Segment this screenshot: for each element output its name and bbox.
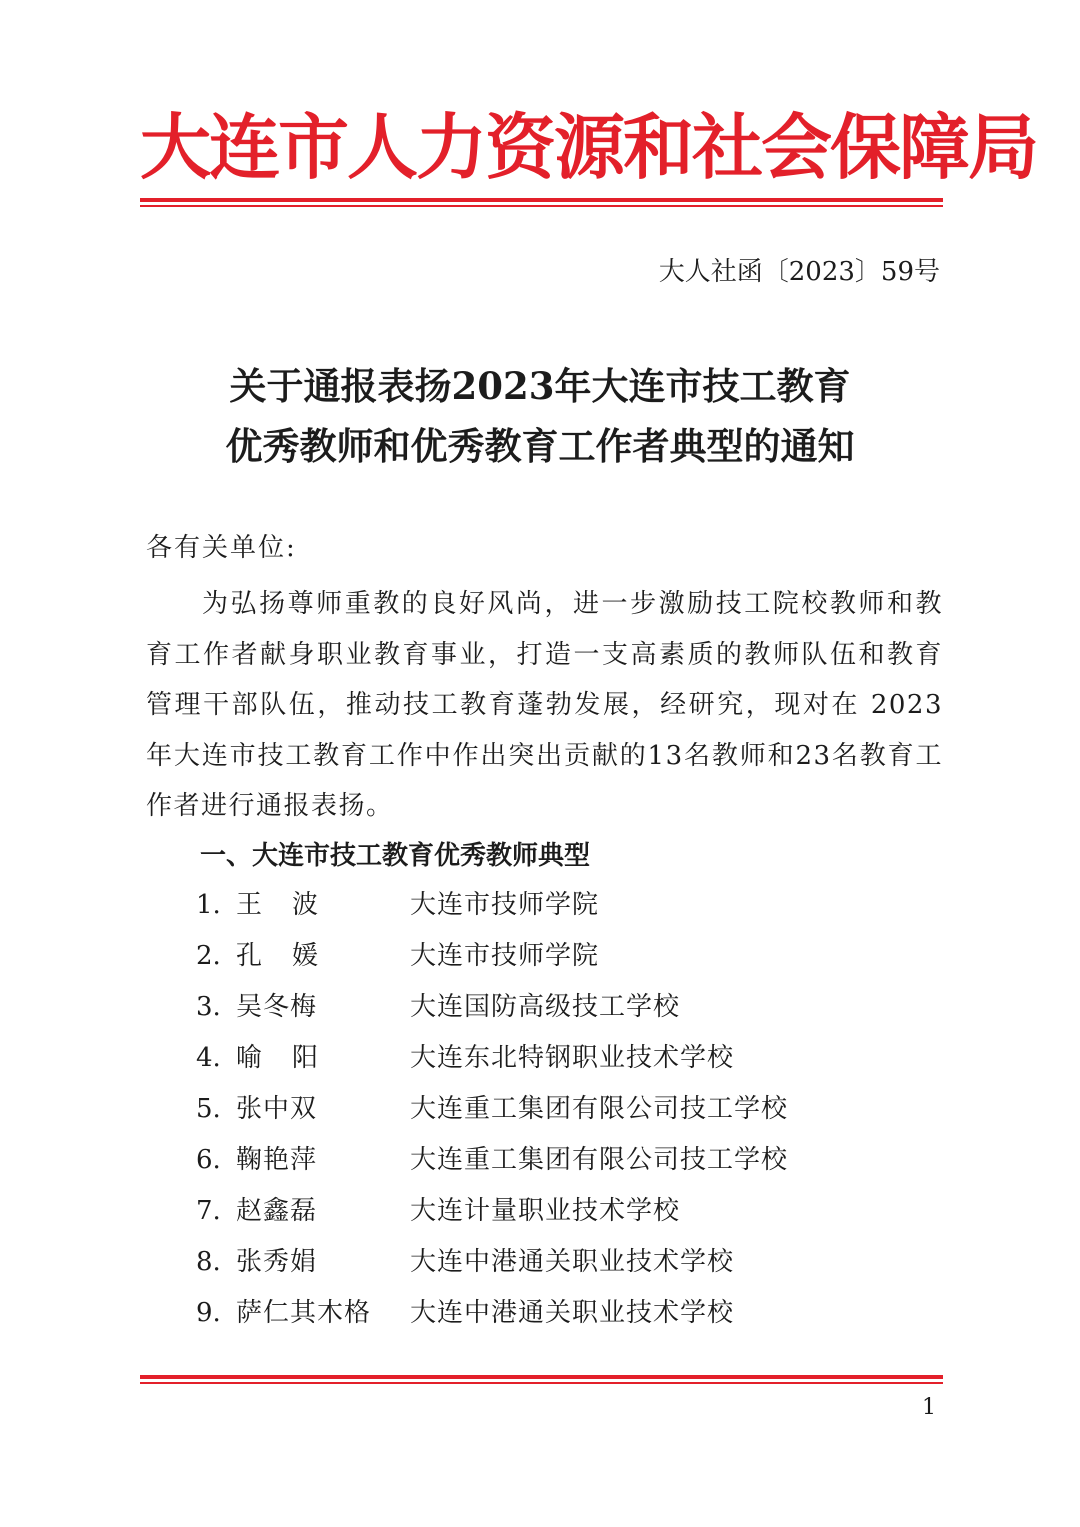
list-item-number: 7. <box>196 1196 221 1226</box>
list-item-org: 大连东北特钢职业技术学校 <box>410 1043 735 1073</box>
list-item-org: 大连中港通关职业技术学校 <box>410 1247 735 1277</box>
list-item <box>196 1188 896 1239</box>
list-item-number: 6. <box>196 1145 221 1175</box>
list-item-name: 张中双 <box>236 1094 318 1124</box>
header-rule-thin <box>140 205 943 207</box>
list-item <box>196 984 896 1035</box>
document-title-line-1: 关于通报表扬2023年大连市技工教育 <box>229 364 851 408</box>
list-item-name: 萨仁其木格 <box>236 1298 372 1328</box>
footer-rule-thick <box>140 1375 943 1379</box>
list-item-number: 9. <box>196 1298 221 1328</box>
list-item-name: 赵鑫磊 <box>236 1196 318 1226</box>
list-item-name: 鞠艳萍 <box>236 1145 318 1175</box>
list-item <box>196 933 896 984</box>
teacher-list <box>196 882 896 1341</box>
document-title-line-2: 优秀教师和优秀教育工作者典型的通知 <box>225 424 855 468</box>
list-item-name: 吴冬梅 <box>236 992 318 1022</box>
list-item-org: 大连重工集团有限公司技工学校 <box>410 1145 789 1175</box>
document-number: 大人社函〔2023〕59号 <box>658 257 940 287</box>
agency-header-title: 大连市人力资源和社会保障局 <box>140 106 1038 189</box>
header-rule-thick <box>140 198 943 202</box>
list-item-org: 大连中港通关职业技术学校 <box>410 1298 735 1328</box>
list-item <box>196 1239 896 1290</box>
addressee: 各有关单位: <box>146 533 297 563</box>
list-item-number: 1. <box>196 890 221 920</box>
list-item-org: 大连重工集团有限公司技工学校 <box>410 1094 789 1124</box>
list-item-name: 孔媛 <box>236 941 349 971</box>
list-item <box>196 1137 896 1188</box>
list-item-number: 5. <box>196 1094 221 1124</box>
list-item-name: 喻阳 <box>236 1043 349 1073</box>
list-item-org: 大连市技师学院 <box>410 890 600 920</box>
page-number: 1 <box>922 1395 936 1420</box>
list-item-number: 3. <box>196 992 221 1022</box>
list-item <box>196 1290 896 1341</box>
list-item-org: 大连计量职业技术学校 <box>410 1196 681 1226</box>
list-item-number: 4. <box>196 1043 221 1073</box>
list-item-number: 2. <box>196 941 221 971</box>
list-item-org: 大连国防高级技工学校 <box>410 992 681 1022</box>
list-item <box>196 1035 896 1086</box>
list-item-name: 张秀娟 <box>236 1247 318 1277</box>
section-heading: 一、大连市技工教育优秀教师典型 <box>200 841 591 871</box>
footer-rule-thin <box>140 1382 943 1384</box>
list-item-number: 8. <box>196 1247 221 1277</box>
list-item <box>196 882 896 933</box>
list-item <box>196 1086 896 1137</box>
list-item-name: 王波 <box>236 890 349 920</box>
list-item-org: 大连市技师学院 <box>410 941 600 971</box>
body-paragraph: 为弘扬尊师重教的良好风尚，进一步激励技工院校教师和教育工作者献身职业教育事业，打造一支高素质的教师队伍和教育管理干部队伍，推动技工教育蓬勃发展，经研究，现对在 2023 年大连市技工教育工作中作出突出贡献的13名教师和23名教育工作者进行通报表扬。 <box>146 589 943 822</box>
